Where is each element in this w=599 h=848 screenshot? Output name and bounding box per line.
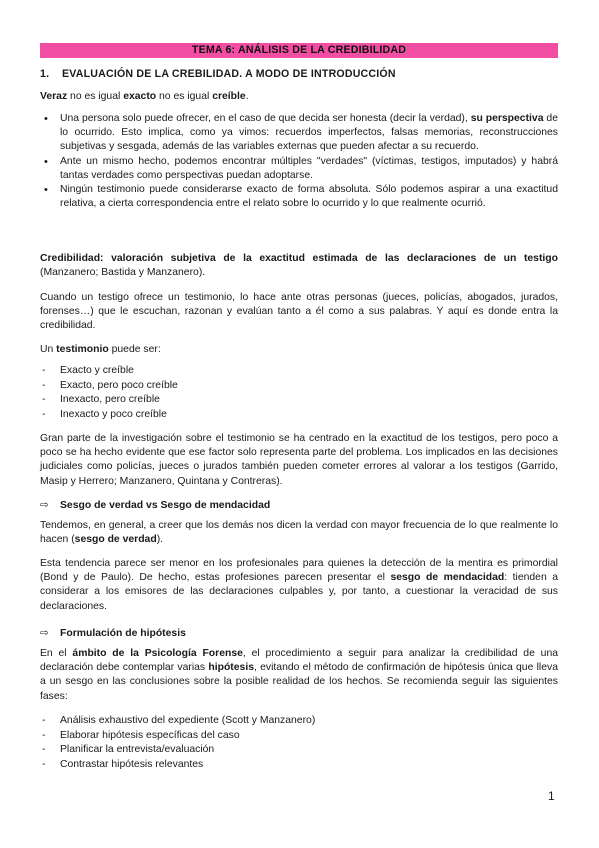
section-heading bbox=[40, 68, 396, 80]
para-text: , el procedimiento a seguir para analizar la credibilidad de una declaración debe contemplar varias bbox=[40, 648, 558, 674]
testimonio-text: puede ser: bbox=[108, 344, 161, 355]
section-title: EVALUACIÓN DE LA CREBILIDAD. A MODO DE INTRODUCCIÓN bbox=[62, 68, 396, 80]
para-text: ). bbox=[156, 534, 164, 546]
word-exacto: exacto bbox=[123, 91, 157, 102]
paragraph-tendemos bbox=[40, 519, 558, 547]
sesgo-mendacidad-term: sesgo de mendacidad bbox=[390, 572, 505, 584]
paragraph-testigo: Cuando un testigo ofrece un testimonio, lo hace ante otras personas (jueces, policías, abogados, jurados, forenses…) que le escuchan, razonan y evalúan tanto a él como a sus palabras. Y aquí es donde entra la credibilidad. bbox=[40, 292, 558, 332]
credibilidad-definition bbox=[40, 252, 558, 280]
arrow-right-icon: ⇨ bbox=[40, 500, 49, 511]
paragraph-tendencia bbox=[40, 557, 558, 614]
fases-list bbox=[40, 714, 558, 772]
credibilidad-term: Credibilidad: valoración subjetiva de la exactitud estimada de las declaraciones de un testigo bbox=[40, 253, 558, 264]
para-text: En el bbox=[40, 648, 73, 659]
intro-text-3: . bbox=[245, 91, 249, 102]
credibilidad-refs: (Manzanero; Bastida y Manzanero). bbox=[40, 267, 206, 279]
intro-text-1: no es igual bbox=[67, 91, 124, 102]
sesgo-heading bbox=[40, 499, 270, 511]
section-number: 1. bbox=[40, 68, 50, 80]
intro-line bbox=[40, 90, 558, 104]
word-veraz: Veraz bbox=[40, 91, 68, 102]
paragraph-ambito bbox=[40, 647, 558, 704]
bullet-text: de lo ocurrido. Esto implica, como ya vimos: recuerdos imperfectos, falsas memorias, reconstrucciones subjetivas y sesgada, además de las variables externas que pueden afectar a su recuerdo. bbox=[60, 113, 558, 153]
intro-text-2: no es igual bbox=[156, 91, 213, 102]
testimonio-intro bbox=[40, 343, 558, 357]
list-item: - Inexacto, pero creíble bbox=[40, 393, 558, 408]
testimonio-text: Un bbox=[40, 344, 57, 355]
paragraph-investigacion: Gran parte de la investigación sobre el testimonio se ha centrado en la exactitud de los testigos, pero poco a poco se ha hecho evidente que ese factor solo representa parte del problema. Los implicados en las decisiones judiciales como policías, jueces o jurados también pueden cometer errores al valorar a los testigos (Garrido, Masip y Herrero; Manzanero, Quintana y Contreras). bbox=[40, 433, 558, 487]
para-text: Tendemos, en general, a creer que los demás nos dicen la verdad con mayor frecuencia de lo que realmente lo hacen ( bbox=[40, 520, 558, 546]
hipotesis-heading bbox=[40, 627, 186, 639]
list-item: - Exacto y creíble bbox=[40, 364, 558, 379]
list-item: - Exacto, pero poco creíble bbox=[40, 379, 558, 394]
testimonio-types-list bbox=[40, 364, 558, 422]
bullet-list bbox=[44, 112, 558, 211]
bullet-text: Una persona solo puede ofrecer, en el caso de que decida ser honesta (decir la verdad), bbox=[60, 113, 471, 124]
para-text: , evitando el método de confirmación de hipótesis única que lleva a un sesgo en las conclusiones sobre la posible realidad de los hechos. Se recomienda seguir las siguientes fases: bbox=[40, 662, 558, 702]
list-item: - Planificar la entrevista/evaluación bbox=[40, 743, 558, 758]
para-text: : tienden a considerar a los emisores de las declaraciones culpables y, por tanto, a cuestionar la veracidad de sus declaraciones. bbox=[40, 572, 559, 612]
list-item: - Contrastar hipótesis relevantes bbox=[40, 758, 558, 773]
word-creible: creíble bbox=[212, 91, 246, 102]
testimonio-term: testimonio bbox=[56, 344, 109, 355]
hipotesis-heading-text: Formulación de hipótesis bbox=[60, 628, 186, 639]
arrow-right-icon: ⇨ bbox=[40, 628, 49, 639]
list-item: - Elaborar hipótesis específicas del caso bbox=[40, 729, 558, 744]
document-title: TEMA 6: ANÁLISIS DE LA CREDIBILIDAD bbox=[40, 43, 558, 58]
bullet-bold: su perspectiva bbox=[470, 113, 544, 124]
bullet-item: • Ante un mismo hecho, podemos encontrar múltiples "verdades" (víctimas, testigos, imputados) y habrá tantas verdades como perspectivas puedan adoptarse. bbox=[44, 155, 558, 183]
page-number: 1 bbox=[548, 789, 555, 803]
bullet-item: • Ningún testimonio puede considerarse exacto de forma absoluta. Sólo podemos aspirar a una exactitud relativa, a cierta correspondencia entre el relato sobre lo ocurrido y lo que realmente ocurrió. bbox=[44, 183, 558, 211]
hipotesis-term: hipótesis bbox=[208, 662, 254, 674]
sesgo-heading-text: Sesgo de verdad vs Sesgo de mendacidad bbox=[60, 500, 271, 511]
para-text: Esta tendencia parece ser menor en los profesionales para quienes la detección de la mentira es primordial (Bond y de Paulo). De hecho, estas profesiones parecen presentar el bbox=[40, 558, 558, 584]
bullet-item bbox=[44, 112, 558, 155]
list-item: - Análisis exhaustivo del expediente (Scott y Manzanero) bbox=[40, 714, 558, 729]
list-item: - Inexacto y poco creíble bbox=[40, 408, 558, 423]
sesgo-verdad-term: sesgo de verdad bbox=[74, 534, 157, 546]
ambito-term: ámbito de la Psicología Forense bbox=[72, 648, 243, 659]
